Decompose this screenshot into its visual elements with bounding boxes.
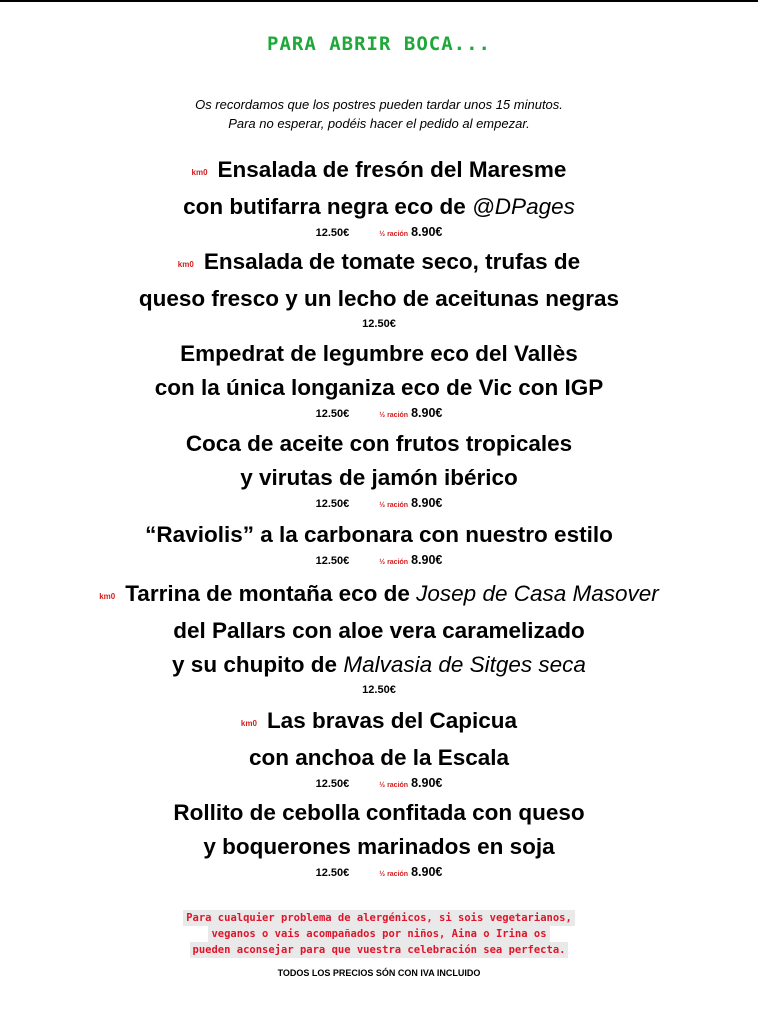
dish-name: Coca de aceite con frutos tropicales <box>185 431 573 456</box>
menu-item <box>0 518 758 571</box>
dish-name: y su chupito de Malvasia de Sitges seca <box>172 652 586 677</box>
menu-item <box>0 427 758 514</box>
half-price: 8.90€ <box>411 225 443 239</box>
menu-item <box>0 337 758 424</box>
half-price: 8.90€ <box>411 776 443 790</box>
dish-name: Rollito de cebolla confitada con queso <box>173 800 585 825</box>
dish-name: del Pallars con aloe vera caramelizado <box>173 618 585 643</box>
menu-item <box>0 577 758 698</box>
page-title: PARA ABRIR BOCA... <box>267 33 491 55</box>
price: 12.50€ <box>362 684 396 696</box>
dish-name: km0 Ensalada de fresón del Maresme <box>191 157 567 182</box>
half-price: 8.90€ <box>411 496 443 510</box>
allergen-notice <box>0 910 758 958</box>
half-ration-label: ½ ración <box>379 871 409 878</box>
km0-badge: km0 <box>99 592 116 601</box>
km0-badge: km0 <box>177 260 194 269</box>
half-price: 8.90€ <box>411 406 443 420</box>
half-ration-label: ½ ración <box>379 231 409 238</box>
km0-badge: km0 <box>191 168 208 177</box>
dish-name: km0 Tarrina de montaña eco de Josep de Casa Masover <box>99 581 659 606</box>
allergen-line: pueden aconsejar para que vuestra celebración sea perfecta. <box>190 942 569 958</box>
half-ration-label: ½ ración <box>379 412 409 419</box>
vat-note: TODOS LOS PRECIOS SÓN CON IVA INCLUIDO <box>277 968 481 978</box>
dessert-notice <box>0 95 758 133</box>
dish-prices <box>0 682 758 698</box>
price: 12.50€ <box>315 408 350 420</box>
dish-name: km0 Ensalada de tomate seco, trufas de <box>177 249 581 274</box>
price: 12.50€ <box>315 778 350 790</box>
dish-prices <box>0 864 758 883</box>
dish-name: y virutas de jamón ibérico <box>240 465 518 490</box>
dish-name: con butifarra negra eco de @DPages <box>183 194 575 219</box>
allergen-line: veganos o vais acompañados por niños, Aina o Irina os <box>208 926 549 942</box>
price: 12.50€ <box>315 227 350 239</box>
price: 12.50€ <box>315 555 350 567</box>
notice-line: Para no esperar, podéis hacer el pedido al empezar. <box>228 116 530 131</box>
dish-name: con la única longaniza eco de Vic con IGP <box>154 375 604 400</box>
half-price: 8.90€ <box>411 865 443 879</box>
dish-prices <box>0 405 758 424</box>
price: 12.50€ <box>362 318 396 330</box>
top-border <box>0 0 758 2</box>
notice-line: Os recordamos que los postres pueden tardar unos 15 minutos. <box>195 97 563 112</box>
menu-item <box>0 153 758 243</box>
menu-item <box>0 245 758 332</box>
allergen-line: Para cualquier problema de alergénicos, si sois vegetarianos, <box>183 910 575 926</box>
menu-item <box>0 704 758 794</box>
dish-name: km0 Las bravas del Capicua <box>240 708 518 733</box>
half-price: 8.90€ <box>411 553 443 567</box>
dish-prices <box>0 495 758 514</box>
half-ration-label: ½ ración <box>379 559 409 566</box>
dish-name: Empedrat de legumbre eco del Vallès <box>180 341 578 366</box>
menu-item <box>0 796 758 883</box>
dish-name: con anchoa de la Escala <box>248 745 510 770</box>
dish-name: queso fresco y un lecho de aceitunas negras <box>138 286 620 311</box>
dish-prices <box>0 224 758 243</box>
half-ration-label: ½ ración <box>379 502 409 509</box>
dish-prices <box>0 316 758 332</box>
dish-prices <box>0 552 758 571</box>
dish-prices <box>0 775 758 794</box>
km0-badge: km0 <box>240 719 257 728</box>
price: 12.50€ <box>315 867 350 879</box>
half-ration-label: ½ ración <box>379 782 409 789</box>
dish-name: y boquerones marinados en soja <box>203 834 555 859</box>
dish-name: “Raviolis” a la carbonara con nuestro estilo <box>145 522 613 547</box>
price: 12.50€ <box>315 498 350 510</box>
